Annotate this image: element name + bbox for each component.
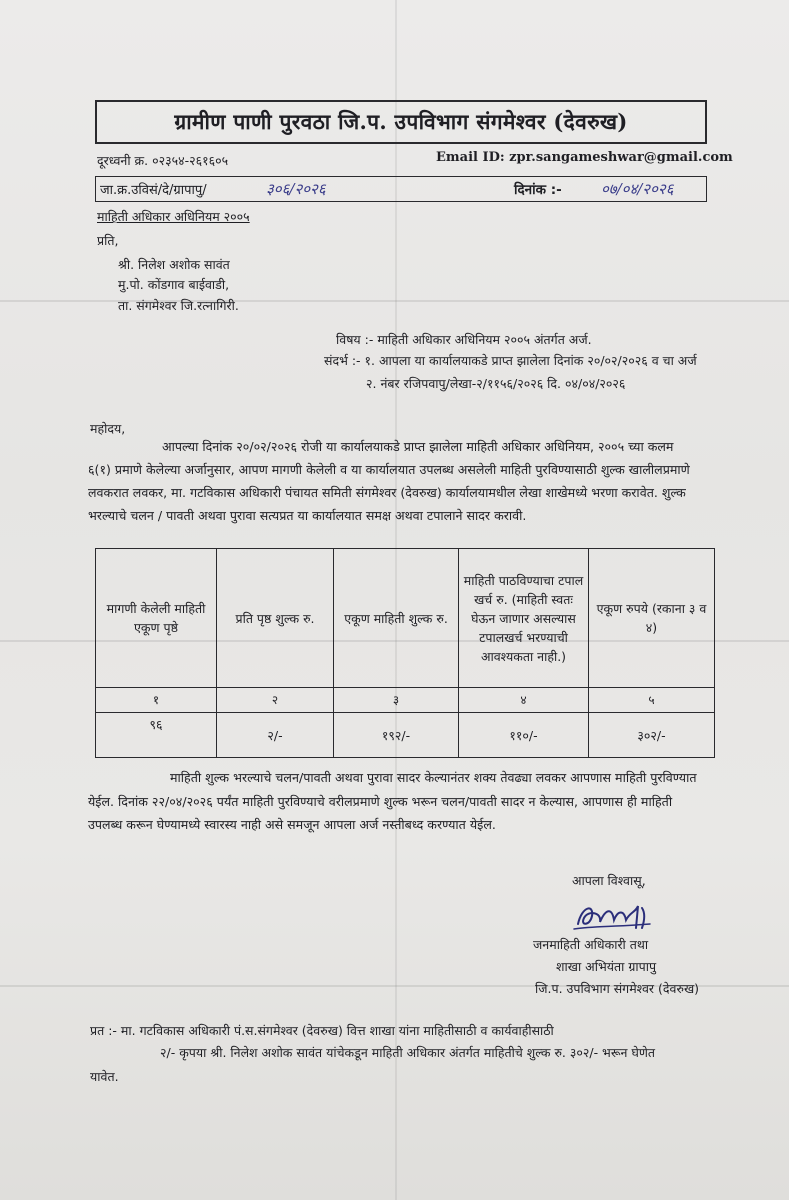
fee-header-cell: माहिती पाठविण्याचा टपाल खर्च रु. (माहिती स्वतः घेऊन जाणार असल्यास टपालखर्च भरण्याची आवश्यकता नाही.) bbox=[459, 549, 589, 688]
designation-line-3: जि.प. उपविभाग संगमेश्वर (देवरुख) bbox=[535, 981, 700, 996]
copy-to-line-2: २/- कृपया श्री. निलेश अशोक सावंत यांचेकडून माहिती अधिकार अंतर्गत माहितीचे शुल्क रु. ३०२/- भरून घेणेत bbox=[160, 1045, 656, 1060]
fee-value-cell: ११०/- bbox=[459, 713, 589, 758]
designation-line-1: जनमाहिती अधिकारी तथा bbox=[533, 937, 649, 952]
fee-value-cell: १९२/- bbox=[334, 713, 459, 758]
ref-label: जा.क्र.उविसं/दे/ग्रापापु/ bbox=[100, 183, 207, 198]
fee-column-number: ५ bbox=[589, 688, 715, 713]
fee-table-header-row bbox=[96, 549, 715, 688]
fee-table-column-number-row bbox=[96, 688, 715, 713]
yours-faithfully: आपला विश्वासू, bbox=[572, 873, 646, 888]
ref-number: ३०६/२०२६ bbox=[266, 180, 326, 198]
signature-icon bbox=[572, 898, 667, 936]
fee-value-cell: ३०२/- bbox=[589, 713, 715, 758]
fee-header-cell: मागणी केलेली माहिती एकूण पृष्ठे bbox=[96, 549, 217, 688]
fee-table-value-row bbox=[96, 713, 715, 758]
date-value: ०७/०४/२०२६ bbox=[601, 180, 674, 198]
reference-line-1: संदर्भ :- १. आपला या कार्यालयाकडे प्राप्त झालेला दिनांक २०/०२/२०२६ व चा अर्ज bbox=[324, 353, 697, 368]
copy-to-line-3: यावेत. bbox=[90, 1069, 119, 1084]
recipient-address-1: मु.पो. कोंडगाव बाईवाडी, bbox=[118, 277, 230, 292]
recipient-to: प्रति, bbox=[97, 233, 119, 248]
body-line-4: भरल्याचे चलन / पावती अथवा पुरावा सत्यप्रत या कार्यालयात समक्ष अथवा टपालाने सादर करावी. bbox=[88, 508, 527, 523]
fee-value-cell: २/- bbox=[217, 713, 334, 758]
designation-line-2: शाखा अभियंता ग्रापापु bbox=[556, 959, 657, 974]
fee-header-cell: प्रति पृष्ठ शुल्क रु. bbox=[217, 549, 334, 688]
fee-column-number: ३ bbox=[334, 688, 459, 713]
fee-column-number: ४ bbox=[459, 688, 589, 713]
copy-to-line-1: प्रत :- मा. गटविकास अधिकारी पं.स.संगमेश्वर (देवरुख) वित्त शाखा यांना माहितीसाठी व कार्यवाहीसाठी bbox=[90, 1023, 554, 1038]
act-heading: माहिती अधिकार अधिनियम २००५ bbox=[97, 209, 250, 224]
office-header bbox=[95, 100, 707, 144]
date-label: दिनांक :- bbox=[514, 182, 562, 198]
office-title: ग्रामीण पाणी पुरवठा जि.प. उपविभाग संगमेश्वर (देवरुख) bbox=[174, 109, 628, 134]
recipient-name: श्री. निलेश अशोक सावंत bbox=[118, 257, 230, 272]
fee-value-cell: ९६ bbox=[96, 713, 217, 758]
body-line-3: लवकरात लवकर, मा. गटविकास अधिकारी पंचायत समिती संगमेश्वर (देवरुख) कार्यालयामधील लेखा शाखेमध्ये भरणा करावेत. शुल्क bbox=[88, 485, 686, 500]
reference-box bbox=[95, 176, 707, 202]
fee-column-number: २ bbox=[217, 688, 334, 713]
phone-number: दूरध्वनी क्र. ०२३५४-२६१६०५ bbox=[97, 153, 229, 168]
body-line-1: आपल्या दिनांक २०/०२/२०२६ रोजी या कार्यालयाकडे प्राप्त झालेला माहिती अधिकार अधिनियम, २००५ च्या कलम bbox=[162, 439, 674, 454]
closing-line-3: उपलब्ध करून घेण्यामध्ये स्वारस्य नाही असे समजून आपला अर्ज नस्तीबध्द करण्यात येईल. bbox=[88, 817, 496, 832]
closing-line-1: माहिती शुल्क भरल्याचे चलन/पावती अथवा पुरावा सादर केल्यानंतर शक्य तेवढ्या लवकर आपणास माहिती पुरविण्यात bbox=[170, 770, 697, 785]
recipient-address-2: ता. संगमेश्वर जि.रत्नागिरी. bbox=[118, 298, 239, 313]
fee-table bbox=[95, 548, 715, 758]
reference-line-2: २. नंबर रजिपवापु/लेखा-२/११५६/२०२६ दि. ०४/०४/२०२६ bbox=[366, 376, 626, 391]
subject-line: विषय :- माहिती अधिकार अधिनियम २००५ अंतर्गत अर्ज. bbox=[336, 332, 592, 347]
fee-header-cell: एकूण रुपये (रकाना ३ व ४) bbox=[589, 549, 715, 688]
email-address: Email ID: zpr.sangameshwar@gmail.com bbox=[436, 150, 733, 165]
fee-column-number: १ bbox=[96, 688, 217, 713]
body-line-2: ६(१) प्रमाणे केलेल्या अर्जानुसार, आपण मागणी केलेली व या कार्यालयात उपलब्ध असलेली माहिती पुरविण्यासाठी शुल्क खालीलप्रमाणे bbox=[88, 462, 690, 477]
salutation: महोदय, bbox=[90, 421, 126, 436]
fee-header-cell: एकूण माहिती शुल्क रु. bbox=[334, 549, 459, 688]
closing-line-2: येईल. दिनांक २२/०४/२०२६ पर्यंत माहिती पुरविण्याचे वरीलप्रमाणे शुल्क भरून चलन/पावती सादर न केल्यास, आपणास ही माहिती bbox=[88, 794, 673, 809]
